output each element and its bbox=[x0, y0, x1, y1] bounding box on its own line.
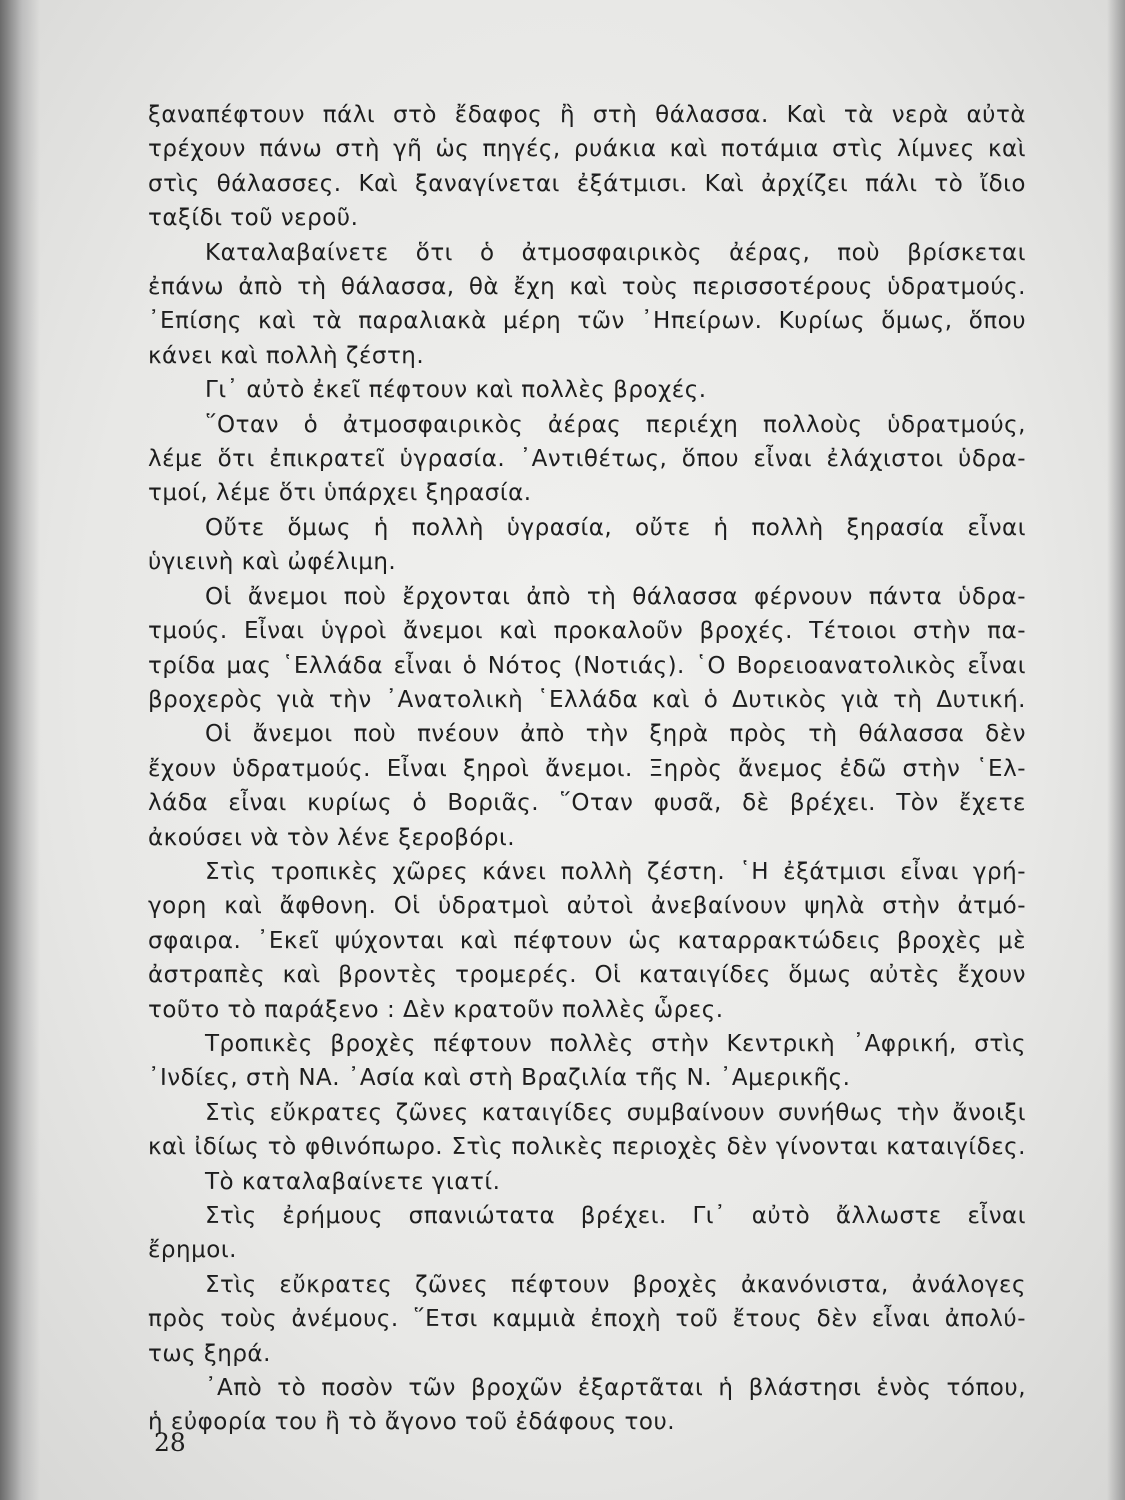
text-line: ξαναπέφτουν πάλι στὸ ἔδαφος ἢ στὴ θάλασσα. Καὶ τὰ νερὰ αὐτὰ bbox=[148, 102, 1026, 128]
page-number: 28 bbox=[154, 1428, 186, 1457]
text-line: ἔχουν ὑδρατμούς. Εἶναι ξηροὶ ἄνεμοι. Ξηρὸς ἄνεμος ἐδῶ στὴν ῾Ελ- bbox=[148, 755, 1026, 782]
text-line: Οἱ ἄνεμοι ποὺ ἔρχονται ἀπὸ τὴ θάλασσα φέρνουν πάντα ὑδρα- bbox=[205, 583, 1026, 610]
text-line: τρέχουν πάνω στὴ γῆ ὡς πηγές, ρυάκια καὶ ποτάμια στὶς λίμνες καὶ bbox=[148, 136, 1026, 163]
text-line: τρίδα μας ῾Ελλάδα εἶναι ὁ Νότος (Νοτιάς). ῾Ο Βορειοανατολικὸς εἶναι bbox=[148, 652, 1026, 679]
text-line: κάνει καὶ πολλὴ ζέστη. bbox=[148, 342, 425, 369]
text-line: ᾿Επίσης καὶ τὰ παραλιακὰ μέρη τῶν ᾿Ηπείρων. Κυρίως ὅμως, ὅπου bbox=[148, 308, 1026, 335]
text-line: Γι᾿ αὐτὸ ἐκεῖ πέφτουν καὶ πολλὲς βροχές. bbox=[205, 377, 707, 404]
text-line: Στὶς ἐρήμους σπανιώτατα βρέχει. Γι᾿ αὐτὸ ἄλλωστε εἶναι bbox=[205, 1203, 1026, 1229]
body-text bbox=[148, 98, 1026, 1440]
text-line: πρὸς τοὺς ἀνέμους. ῞Ετσι καμμιὰ ἐποχὴ τοῦ ἔτους δὲν εἶναι ἀπολύ- bbox=[148, 1306, 1026, 1333]
text-line: λάδα εἶναι κυρίως ὁ Βοριᾶς. ῞Οταν φυσᾶ, δὲ βρέχει. Τὸν ἔχετε bbox=[148, 790, 1026, 817]
text-line: Καταλαβαίνετε ὅτι ὁ ἀτμοσφαιρικὸς ἀέρας, ποὺ βρίσκεται bbox=[205, 239, 1026, 266]
text-line: τμοί, λέμε ὅτι ὑπάρχει ξηρασία. bbox=[148, 480, 532, 507]
text-line: γορη καὶ ἄφθονη. Οἱ ὑδρατμοὶ αὐτοὶ ἀνεβαίνουν ψηλὰ στὴν ἀτμό- bbox=[148, 893, 1026, 920]
text-line: Στὶς εὔκρατες ζῶνες καταιγίδες συμβαίνουν συνήθως τὴν ἄνοιξι bbox=[205, 1099, 1026, 1126]
text-line: ᾿Ινδίες, στὴ ΝΑ. ᾿Ασία καὶ στὴ Βραζιλία τῆς Ν. ᾿Αμερικῆς. bbox=[148, 1065, 851, 1092]
text-line: ὑγιεινὴ καὶ ὠφέλιμη. bbox=[148, 549, 397, 576]
text-line: στὶς θάλασσες. Καὶ ξαναγίνεται ἐξάτμισι. Καὶ ἀρχίζει πάλι τὸ ἴδιο bbox=[148, 170, 1026, 197]
text-line: Οἱ ἄνεμοι ποὺ πνέουν ἀπὸ τὴν ξηρὰ πρὸς τὴ θάλασσα δὲν bbox=[205, 721, 1026, 748]
text-line: τως ξηρά. bbox=[148, 1340, 271, 1367]
text-line: Τὸ καταλαβαίνετε γιατί. bbox=[205, 1168, 501, 1195]
text-line: τμούς. Εἶναι ὑγροὶ ἄνεμοι καὶ προκαλοῦν βροχές. Τέτοιοι στὴν πα- bbox=[148, 618, 1026, 645]
text-line: σφαιρα. ᾿Εκεῖ ψύχονται καὶ πέφτουν ὡς καταρρακτώδεις βροχὲς μὲ bbox=[148, 927, 1026, 954]
text-line: τοῦτο τὸ παράξενο : Δὲν κρατοῦν πολλὲς ὧρες. bbox=[148, 996, 724, 1023]
text-line: ἡ εὐφορία του ἢ τὸ ἄγονο τοῦ ἐδάφους του. bbox=[148, 1409, 676, 1436]
text-line: Οὔτε ὅμως ἡ πολλὴ ὑγρασία, οὔτε ἡ πολλὴ ξηρασία εἶναι bbox=[205, 514, 1026, 541]
text-line: Τροπικὲς βροχὲς πέφτουν πολλὲς στὴν Κεντρικὴ ᾿Αφρική, στὶς bbox=[205, 1030, 1026, 1057]
text-line: ἔρημοι. bbox=[148, 1237, 237, 1264]
text-line: ᾿Απὸ τὸ ποσὸν τῶν βροχῶν ἐξαρτᾶται ἡ βλάστησι ἑνὸς τόπου, bbox=[205, 1375, 1026, 1402]
text-line: ῞Οταν ὁ ἀτμοσφαιρικὸς ἀέρας περιέχη πολλοὺς ὑδρατμούς, bbox=[205, 411, 1026, 438]
text-line: ἀκούσει νὰ τὸν λένε ξεροβόρι. bbox=[148, 824, 516, 851]
text-line: λέμε ὅτι ἐπικρατεῖ ὑγρασία. ᾿Αντιθέτως, ὅπου εἶναι ἐλάχιστοι ὑδρα- bbox=[148, 446, 1026, 473]
text-line: ἐπάνω ἀπὸ τὴ θάλασσα, θὰ ἔχη καὶ τοὺς περισσοτέρους ὑδρατμούς. bbox=[148, 274, 1026, 301]
text-line: καὶ ἰδίως τὸ φθινόπωρο. Στὶς πολικὲς περιοχὲς δὲν γίνονται καταιγίδες. bbox=[148, 1134, 1026, 1161]
text-line: Στὶς τροπικὲς χῶρες κάνει πολλὴ ζέστη. ῾Η ἐξάτμισι εἶναι γρή- bbox=[205, 858, 1026, 885]
text-line: ἀστραπὲς καὶ βροντὲς τρομερές. Οἱ καταιγίδες ὅμως αὐτὲς ἔχουν bbox=[148, 962, 1026, 989]
text-line: Στὶς εὔκρατες ζῶνες πέφτουν βροχὲς ἀκανόνιστα, ἀνάλογες bbox=[205, 1271, 1026, 1298]
text-line: βροχερὸς γιὰ τὴν ᾿Ανατολικὴ ῾Ελλάδα καὶ ὁ Δυτικὸς γιὰ τὴ Δυτική. bbox=[148, 686, 1026, 713]
text-line: ταξίδι τοῦ νεροῦ. bbox=[148, 205, 359, 232]
